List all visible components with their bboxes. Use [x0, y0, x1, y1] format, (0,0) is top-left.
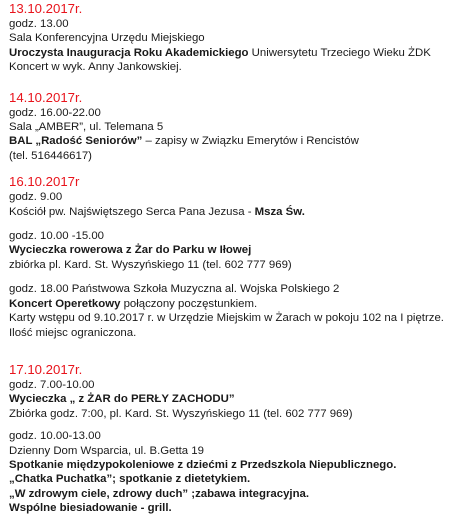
event-time: godz. 7.00-10.00	[9, 378, 95, 391]
event-place: Sala Konferencyjna Urzędu Miejskiego	[9, 32, 205, 45]
meeting-line-4: Wspólne biesiadowanie - grill.	[9, 502, 172, 515]
meeting-line-3: „W zdrowym ciele, zdrowy duch” ;zabawa integracyjna.	[9, 487, 310, 500]
event-date: 16.10.2017r	[9, 174, 80, 190]
concert-title-rest: połączony poczęstunkiem.	[120, 297, 258, 310]
event-title-bold: Uroczysta Inauguracja Roku Akademickiego	[9, 46, 249, 59]
event-time: godz. 13.00	[9, 18, 69, 30]
event-14-10	[9, 89, 469, 164]
event-title-bold: BAL „Radość Seniorów”	[9, 135, 143, 148]
concert-title-line	[9, 297, 469, 311]
event-date: 14.10.2017r.	[9, 89, 83, 105]
trip-time: godz. 10.00 -15.00	[9, 230, 104, 243]
concert-place: Państwowa Szkoła Muzyczna al. Wojska Polskiego 2	[68, 283, 340, 296]
mass-title: Msza Św.	[254, 205, 305, 218]
meeting-line-2: „Chatka Puchatka”; spotkanie z dietetykiem.	[9, 473, 251, 486]
event-place: Sala „AMBER”, ul. Telemana 5	[9, 121, 164, 134]
trip-meeting-point: zbiórka pl. Kard. St. Wyszyńskiego 11 (tel. 602 777 969)	[9, 258, 292, 271]
meeting-time: godz. 10.00-13.00	[9, 430, 101, 443]
concert-time: godz. 18.00	[9, 283, 69, 296]
event-17-10	[9, 361, 469, 516]
trip-meeting-point: Zbiórka godz. 7:00, pl. Kard. St. Wyszyńskiego 11 (tel. 602 777 969)	[9, 407, 353, 420]
event-title-rest: Uniwersytetu Trzeciego Wieku ŻDK	[248, 46, 431, 59]
tickets-info: Karty wstępu od 9.10.2017 r. w Urzędzie Miejskim w Żarach w pokoju 102 na I piętrze.	[9, 312, 444, 325]
event-title	[9, 46, 469, 60]
event-title	[9, 134, 469, 148]
trip-title: Wycieczka rowerowa z Żar do Parku w Iłowej	[9, 244, 252, 257]
concert-title: Koncert Operetkowy	[9, 297, 121, 310]
event-date: 17.10.2017r.	[9, 361, 83, 377]
event-title-rest: – zapisy w Związku Emerytów i Rencistów	[142, 135, 359, 148]
tickets-limit: Ilość miejsc ograniczona.	[9, 326, 137, 339]
meeting-place: Dzienny Dom Wsparcia, ul. B.Getta 19	[9, 444, 204, 457]
meeting-line-1: Spotkanie międzypokoleniowe z dziećmi z Przedszkola Niepublicznego.	[9, 458, 397, 471]
mass-line	[9, 205, 469, 219]
event-13-10	[9, 0, 469, 75]
event-date: 13.10.2017r.	[9, 1, 83, 16]
trip-title: Wycieczka „ z ŻAR do PERŁY ZACHODU”	[9, 393, 235, 406]
event-time: godz. 16.00-22.00	[9, 106, 101, 119]
event-16-10	[9, 173, 469, 340]
event-concert: Koncert w wyk. Anny Jankowskiej.	[9, 61, 182, 74]
event-phone: (tel. 516446617)	[9, 149, 92, 162]
concert-line	[9, 282, 469, 296]
mass-place: Kościół pw. Najświętszego Serca Pana Jezusa -	[9, 205, 255, 218]
event-time: godz. 9.00	[9, 191, 63, 204]
